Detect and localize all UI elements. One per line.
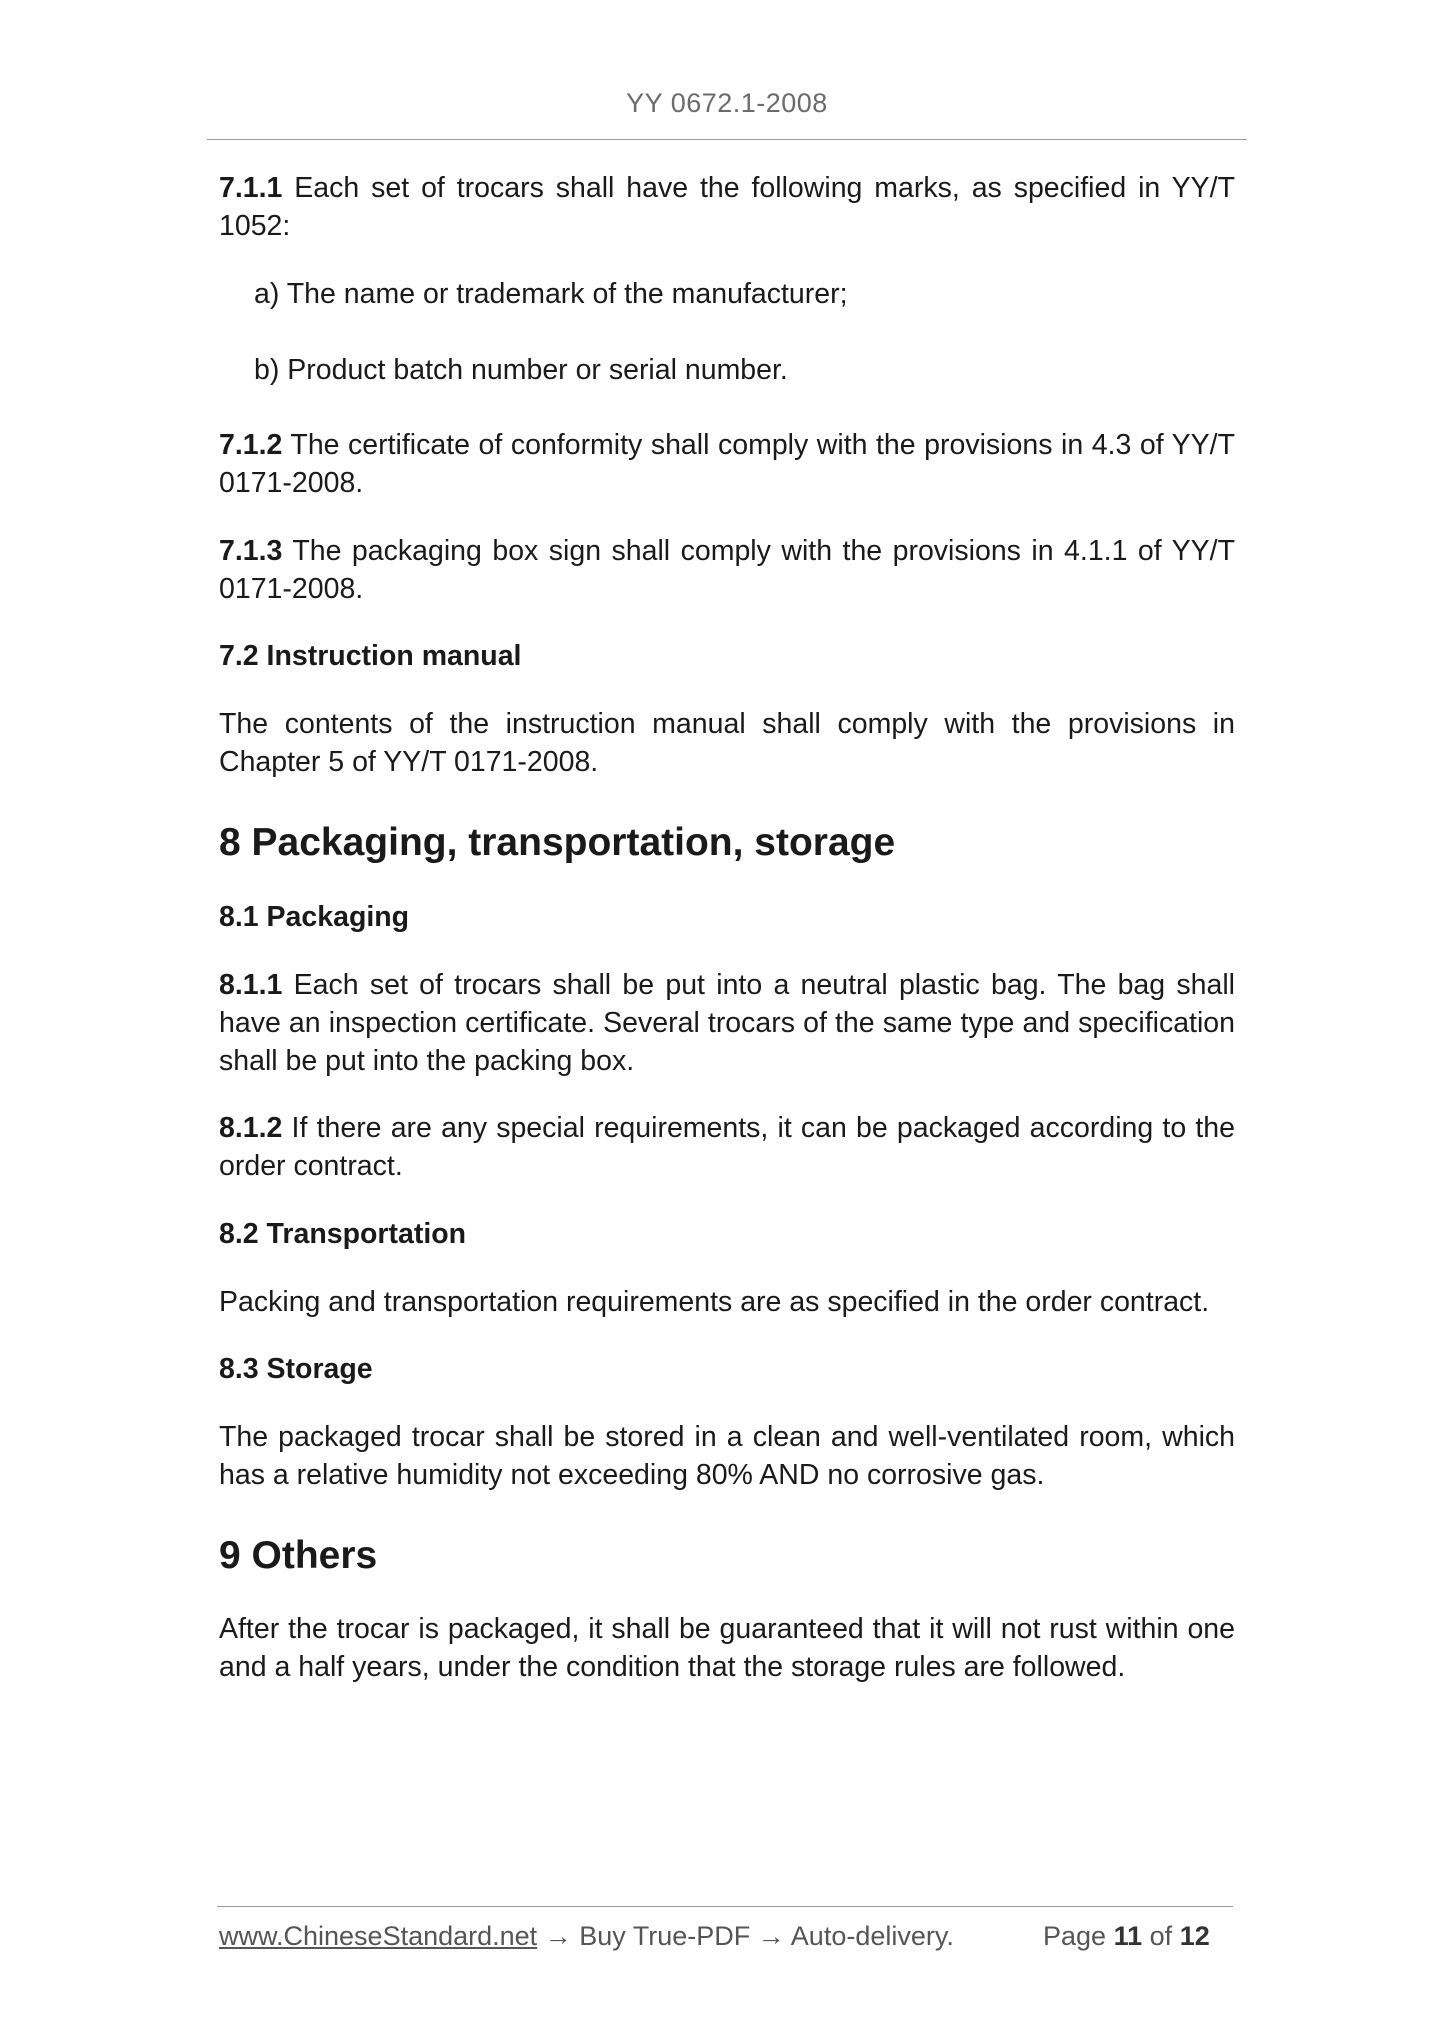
section-heading-8-1: 8.1 Packaging: [219, 901, 410, 933]
paragraph-8-3: The packaged trocar shall be stored in a clean and well-ventilated room, which has a relative humidity not exceeding 80% AND no corrosive gas.: [219, 1421, 1235, 1491]
list-item-a: a) The name or trademark of the manufacturer;: [254, 278, 848, 310]
document-body: [219, 169, 1235, 1686]
section-heading-8-2: 8.2 Transportation: [219, 1218, 467, 1250]
clause-7-1-1: [219, 169, 1235, 245]
clause-8-1-1: [219, 966, 1235, 1080]
paragraph-9: After the trocar is packaged, it shall be guaranteed that it will not rust within one and a half years, under the condition that the storage rules are followed.: [219, 1613, 1235, 1683]
header-divider: [207, 139, 1247, 140]
page-indicator: [1043, 1921, 1210, 1952]
arrow-right-icon: →: [544, 1921, 572, 1951]
auto-delivery-text: Auto-delivery.: [790, 1921, 954, 1951]
website-link[interactable]: www.ChineseStandard.net: [219, 1921, 538, 1951]
clause-text: Each set of trocars shall have the following marks, as specified in YY/T 1052:: [219, 172, 1235, 242]
page-footer: [219, 1921, 1235, 1952]
page-total: 12: [1179, 1921, 1210, 1951]
chapter-heading-9: 9 Others: [219, 1534, 378, 1577]
chapter-heading-8: 8 Packaging, transportation, storage: [219, 821, 896, 864]
clause-text: Each set of trocars shall be put into a neutral plastic bag. The bag shall have an inspection certificate. Several trocars of the same type and specification shall be put into the packing box.: [219, 969, 1235, 1077]
clause-text: If there are any special requirements, it can be packaged according to the order contract.: [219, 1112, 1235, 1182]
document-header: [207, 88, 1247, 119]
page-number: 11: [1113, 1921, 1143, 1951]
page-label: Page: [1043, 1921, 1107, 1951]
document-id: YY 0672.1-2008: [626, 88, 828, 118]
clause-number: 8.1.2: [219, 1112, 283, 1144]
of-label: of: [1149, 1921, 1173, 1951]
paragraph-7-2: The contents of the instruction manual shall comply with the provisions in Chapter 5 of YY/T 0171-2008.: [219, 708, 1235, 778]
clause-number: 7.1.2: [219, 429, 283, 461]
clause-text: The certificate of conformity shall comply with the provisions in 4.3 of YY/T 0171-2008.: [219, 429, 1235, 499]
buy-true-pdf-text: Buy True-PDF: [579, 1921, 751, 1951]
clause-number: 8.1.1: [219, 969, 283, 1001]
footer-divider: [217, 1906, 1233, 1907]
paragraph-8-2: Packing and transportation requirements are as specified in the order contract.: [219, 1286, 1210, 1318]
clause-number: 7.1.1: [219, 172, 283, 204]
clause-text: The packaging box sign shall comply with the provisions in 4.1.1 of YY/T 0171-2008.: [219, 535, 1235, 605]
clause-number: 7.1.3: [219, 535, 283, 567]
arrow-right-icon: →: [757, 1921, 785, 1951]
clause-7-1-2: [219, 426, 1235, 502]
section-heading-7-2: 7.2 Instruction manual: [219, 640, 522, 672]
clause-7-1-3: [219, 532, 1235, 608]
section-heading-8-3: 8.3 Storage: [219, 1353, 373, 1385]
clause-8-1-2: [219, 1109, 1235, 1185]
list-item-b: b) Product batch number or serial number.: [254, 354, 788, 386]
